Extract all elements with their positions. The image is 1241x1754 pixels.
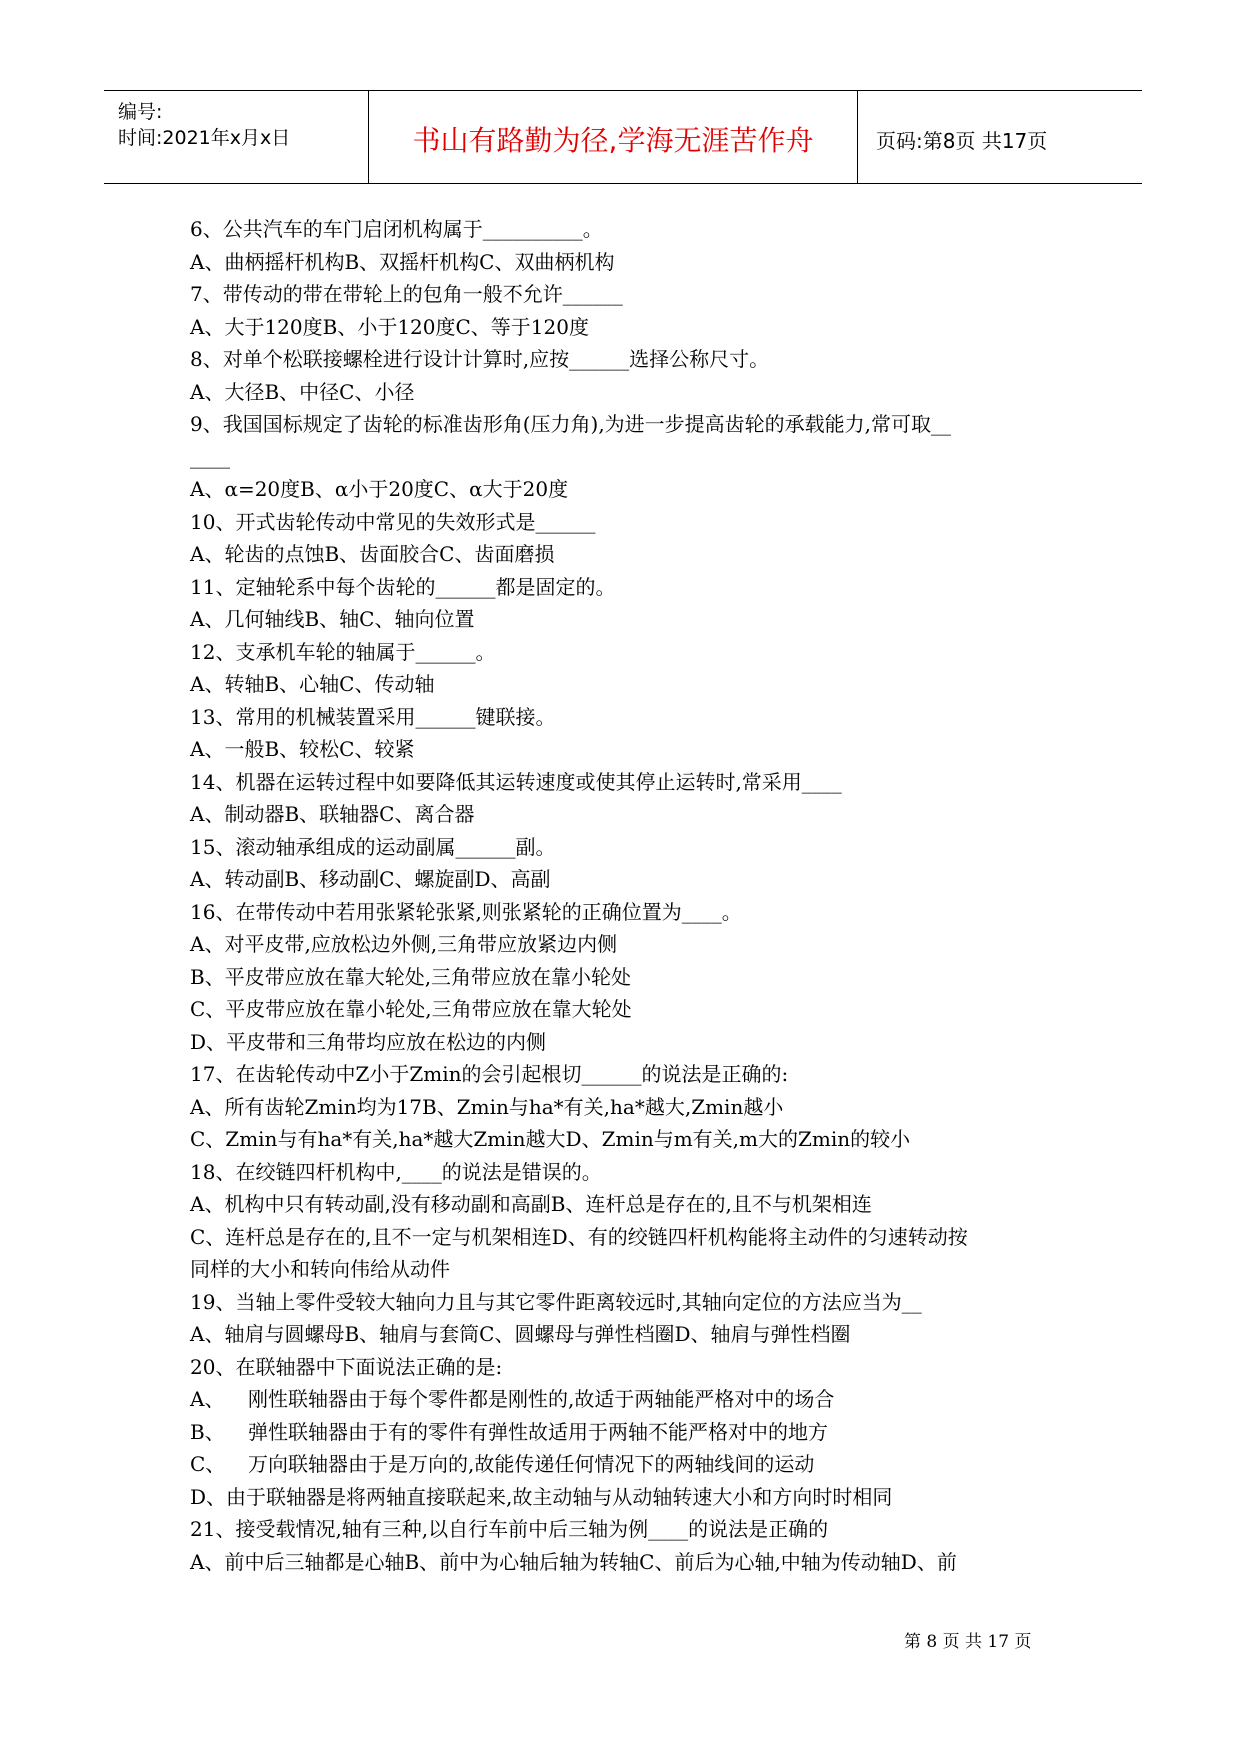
text-line: C、Zmin与有ha*有关,ha*越大Zmin越大D、Zmin与m有关,m大的Zmin的较小 (190, 1127, 911, 1151)
option-line (190, 1448, 1070, 1481)
text-line: A、轴肩与圆螺母B、轴肩与套筒C、圆螺母与弹性档圈D、轴肩与弹性档圈 (190, 1322, 851, 1346)
text-line: 20、在联轴器中下面说法正确的是: (190, 1354, 503, 1379)
text-line: 7、带传动的带在带轮上的包角一般不允许______ (190, 282, 623, 306)
text-line: A、制动器B、联轴器C、离合器 (190, 802, 475, 826)
page-code: 页码:第8页 共17页 (876, 129, 1048, 153)
text-line: A、曲柄摇杆机构B、双摇杆机构C、双曲柄机构 (190, 249, 615, 274)
option-line (190, 1416, 1070, 1449)
text-line: A、α=20度B、α小于20度C、α大于20度 (190, 477, 569, 501)
page-footer: 第 8 页 共 17 页 (904, 1632, 1032, 1652)
text-line: 同样的大小和转向伟给从动件 (190, 1257, 450, 1281)
page-code-cell (858, 91, 1142, 183)
text-line: A、对平皮带,应放松边外侧,三角带应放紧边内侧 (190, 932, 618, 956)
text-line: 8、对单个松联接螺栓进行设计计算时,应按______选择公称尺寸。 (190, 347, 770, 371)
text-line: 14、机器在运转过程中如要降低其运转速度或使其停止运转时,常采用____ (190, 769, 842, 794)
text-line: A、机构中只有转动副,没有移动副和高副B、连杆总是存在的,且不与机架相连 (190, 1192, 872, 1216)
text-line: 15、滚动轴承组成的运动副属______副。 (190, 834, 556, 859)
text-line: B、平皮带应放在靠大轮处,三角带应放在靠小轮处 (190, 964, 632, 989)
text-line: C、平皮带应放在靠小轮处,三角带应放在靠大轮处 (190, 997, 632, 1021)
text-line: A、几何轴线B、轴C、轴向位置 (190, 607, 475, 631)
option-text: 弹性联轴器由于有的零件有弹性故适用于两轴不能严格对中的地方 (248, 1419, 828, 1444)
text-line: D、由于联轴器是将两轴直接联起来,故主动轴与从动轴转速大小和方向时时相同 (190, 1484, 893, 1509)
option-letter: B、 (190, 1419, 225, 1444)
option-letter: C、 (190, 1452, 226, 1476)
text-line: A、一般B、较松C、较紧 (190, 737, 415, 761)
text-line: 13、常用的机械装置采用______键联接。 (190, 704, 556, 729)
text-line: A、大径B、中径C、小径 (190, 379, 415, 404)
text-line: A、大于120度B、小于120度C、等于120度 (190, 314, 589, 339)
time-label: 时间:2021年x月x日 (118, 127, 291, 149)
text-line: C、连杆总是存在的,且不一定与机架相连D、有的绞链四杆机构能将主动件的匀速转动按 (190, 1224, 968, 1249)
question-body (190, 213, 1070, 1578)
text-line: 11、定轴轮系中每个齿轮的______都是固定的。 (190, 574, 616, 599)
text-line: 12、支承机车轮的轴属于______。 (190, 639, 496, 664)
option-line (190, 1383, 1070, 1416)
text-line: A、所有齿轮Zmin均为17B、Zmin与ha*有关,ha*越大,Zmin越小 (190, 1094, 784, 1119)
text-line: 19、当轴上零件受较大轴向力且与其它零件距离较远时,其轴向定位的方法应当为__ (190, 1289, 922, 1314)
text-line: 17、在齿轮传动中Z小于Zmin的会引起根切______的说法是正确的: (190, 1062, 789, 1086)
text-line: A、转轴B、心轴C、传动轴 (190, 672, 435, 696)
text-line: 10、开式齿轮传动中常见的失效形式是______ (190, 509, 596, 534)
header-info-cell (104, 91, 368, 183)
document-header (104, 90, 1142, 184)
number-label: 编号: (118, 101, 163, 123)
option-text: 万向联轴器由于是万向的,故能传递任何情况下的两轴线间的运动 (248, 1452, 815, 1476)
text-line: D、平皮带和三角带均应放在松边的内侧 (190, 1029, 547, 1054)
text-line: 6、公共汽车的车门启闭机构属于__________。 (190, 217, 603, 241)
text-line: ____ (190, 444, 230, 469)
text-line: A、轮齿的点蚀B、齿面胶合C、齿面磨损 (190, 542, 555, 566)
option-text: 刚性联轴器由于每个零件都是刚性的,故适于两轴能严格对中的场合 (248, 1387, 835, 1411)
option-letter: A、 (190, 1387, 225, 1411)
text-line: 16、在带传动中若用张紧轮张紧,则张紧轮的正确位置为____。 (190, 899, 742, 924)
text-line: 9、我国国标规定了齿轮的标准齿形角(压力角),为进一步提高齿轮的承载能力,常可取__ (190, 412, 952, 436)
text-line: 21、接受载情况,轴有三种,以自行车前中后三轴为例____的说法是正确的 (190, 1517, 829, 1541)
text-line: A、转动副B、移动副C、螺旋副D、高副 (190, 867, 551, 891)
text-line: A、前中后三轴都是心轴B、前中为心轴后轴为转轴C、前后为心轴,中轴为传动轴D、前 (190, 1549, 957, 1574)
motto-cell (368, 91, 858, 183)
motto-text: 书山有路勤为径,学海无涯苦作舟 (412, 124, 814, 157)
text-line: 18、在绞链四杆机构中,____的说法是错误的。 (190, 1159, 602, 1184)
